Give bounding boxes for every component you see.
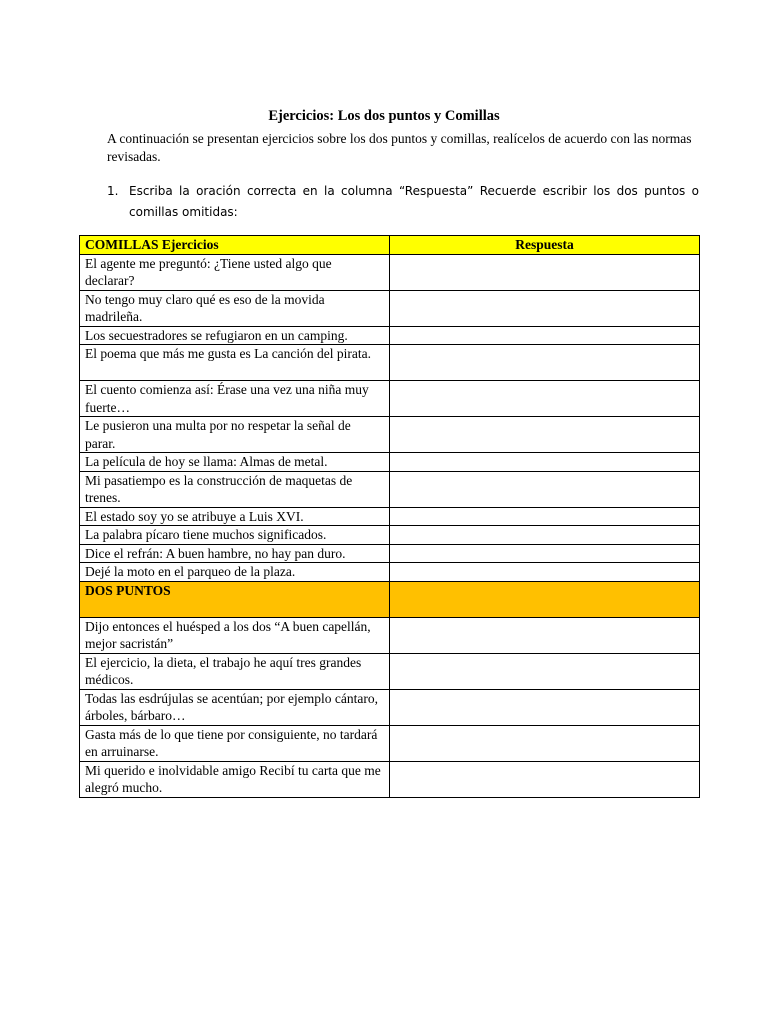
section-row-dos-puntos bbox=[80, 581, 700, 617]
section-dos-puntos: DOS PUNTOS bbox=[80, 581, 390, 617]
exercise-cell: El agente me preguntó: ¿Tiene usted algo que declarar? bbox=[80, 254, 390, 290]
exercise-cell: El ejercicio, la dieta, el trabajo he aquí tres grandes médicos. bbox=[80, 653, 390, 689]
table-row bbox=[80, 526, 700, 545]
table-row bbox=[80, 290, 700, 326]
exercise-cell: La palabra pícaro tiene muchos significados. bbox=[80, 526, 390, 545]
document-title: Ejercicios: Los dos puntos y Comillas bbox=[268, 108, 500, 124]
exercise-cell: Dejé la moto en el parqueo de la plaza. bbox=[80, 563, 390, 582]
table-row bbox=[80, 563, 700, 582]
exercise-cell: Mi querido e inolvidable amigo Recibí tu carta que me alegró mucho. bbox=[80, 761, 390, 797]
table-row bbox=[80, 345, 700, 381]
table-row bbox=[80, 254, 700, 290]
exercise-cell: No tengo muy claro qué es eso de la movida madrileña. bbox=[80, 290, 390, 326]
header-respuesta: Respuesta bbox=[390, 236, 700, 255]
section-dos-puntos-blank bbox=[390, 581, 700, 617]
table-row bbox=[80, 381, 700, 417]
table-row bbox=[80, 507, 700, 526]
answer-cell[interactable] bbox=[390, 507, 700, 526]
table-row bbox=[80, 689, 700, 725]
exercise-cell: Le pusieron una multa por no respetar la señal de parar. bbox=[80, 417, 390, 453]
table-row bbox=[80, 471, 700, 507]
instruction-number: 1. bbox=[107, 184, 119, 198]
header-comillas-ejercicios: COMILLAS Ejercicios bbox=[80, 236, 390, 255]
answer-cell[interactable] bbox=[390, 653, 700, 689]
answer-cell[interactable] bbox=[390, 290, 700, 326]
answer-cell[interactable] bbox=[390, 761, 700, 797]
exercise-cell: Mi pasatiempo es la construcción de maquetas de trenes. bbox=[80, 471, 390, 507]
answer-cell[interactable] bbox=[390, 689, 700, 725]
table-row bbox=[80, 544, 700, 563]
answer-cell[interactable] bbox=[390, 345, 700, 381]
table-row bbox=[80, 653, 700, 689]
answer-cell[interactable] bbox=[390, 617, 700, 653]
exercise-table bbox=[79, 235, 700, 798]
exercise-cell: Los secuestradores se refugiaron en un camping. bbox=[80, 326, 390, 345]
answer-cell[interactable] bbox=[390, 725, 700, 761]
answer-cell[interactable] bbox=[390, 453, 700, 472]
instruction-text: Escriba la oración correcta en la columna “Respuesta” Recuerde escribir los dos puntos o comillas omitidas: bbox=[129, 184, 699, 219]
exercise-cell: La película de hoy se llama: Almas de metal. bbox=[80, 453, 390, 472]
table-row bbox=[80, 453, 700, 472]
answer-cell[interactable] bbox=[390, 381, 700, 417]
exercise-cell: Gasta más de lo que tiene por consiguiente, no tardará en arruinarse. bbox=[80, 725, 390, 761]
answer-cell[interactable] bbox=[390, 544, 700, 563]
exercise-cell: Todas las esdrújulas se acentúan; por ejemplo cántaro, árboles, bárbaro… bbox=[80, 689, 390, 725]
answer-cell[interactable] bbox=[390, 254, 700, 290]
table-row bbox=[80, 617, 700, 653]
table-row bbox=[80, 761, 700, 797]
table-row bbox=[80, 725, 700, 761]
answer-cell[interactable] bbox=[390, 563, 700, 582]
table-row bbox=[80, 417, 700, 453]
table-row bbox=[80, 326, 700, 345]
answer-cell[interactable] bbox=[390, 417, 700, 453]
intro-paragraph: A continuación se presentan ejercicios sobre los dos puntos y comillas, realícelos de acuerdo con las normas revisadas. bbox=[107, 131, 692, 164]
answer-cell[interactable] bbox=[390, 526, 700, 545]
answer-cell[interactable] bbox=[390, 326, 700, 345]
exercise-cell: El estado soy yo se atribuye a Luis XVI. bbox=[80, 507, 390, 526]
answer-cell[interactable] bbox=[390, 471, 700, 507]
exercise-cell: El poema que más me gusta es La canción del pirata. bbox=[80, 345, 390, 381]
exercise-cell: Dice el refrán: A buen hambre, no hay pan duro. bbox=[80, 544, 390, 563]
table-header-row bbox=[80, 236, 700, 255]
exercise-cell: Dijo entonces el huésped a los dos “A buen capellán, mejor sacristán” bbox=[80, 617, 390, 653]
exercise-cell: El cuento comienza así: Érase una vez una niña muy fuerte… bbox=[80, 381, 390, 417]
